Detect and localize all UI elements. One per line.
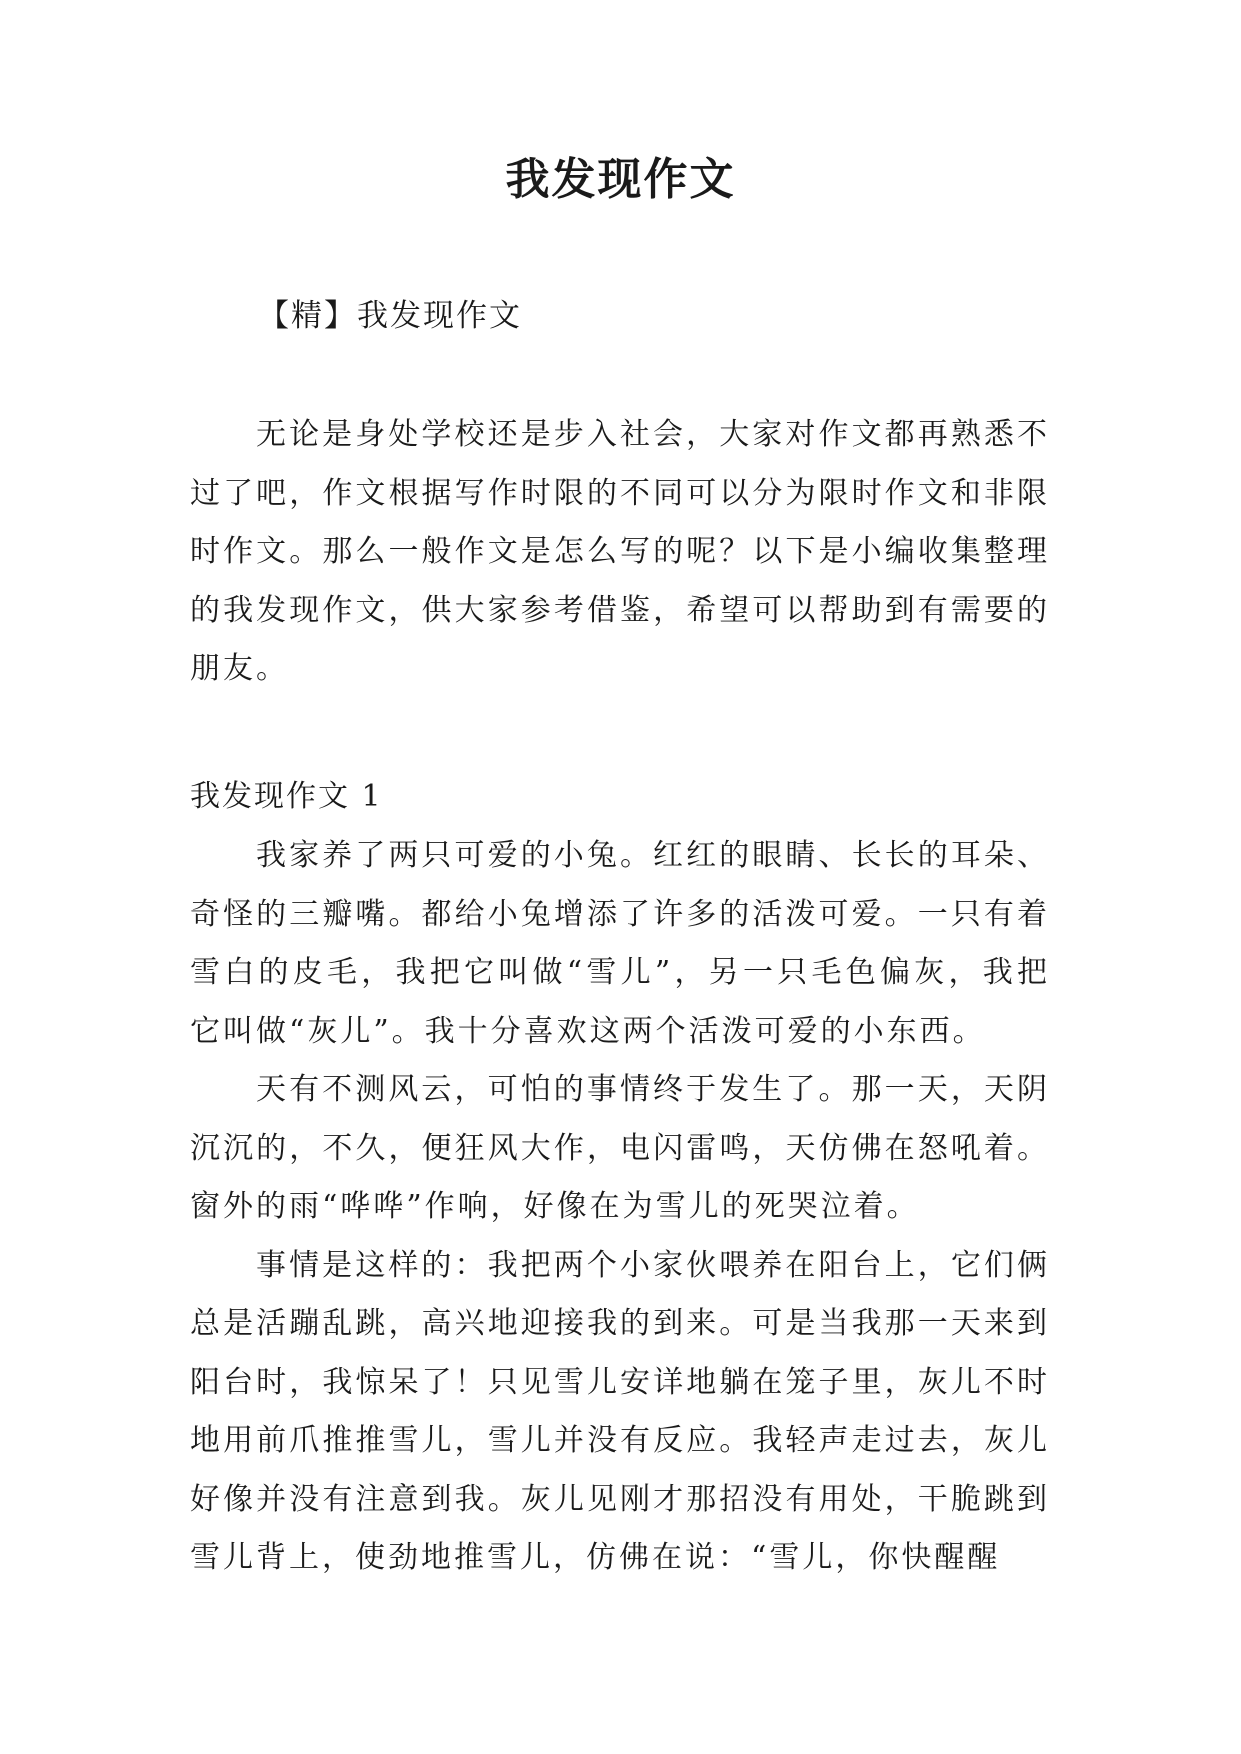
intro-paragraph: 无论是身处学校还是步入社会，大家对作文都再熟悉不过了吧，作文根据写作时限的不同可以分为限时作文和非限时作文。那么一般作文是怎么写的呢？以下是小编收集整理的我发现作文，供大家参考借鉴，希望可以帮助到有需要的朋友。 <box>190 417 1050 686</box>
essay-paragraph: 我家养了两只可爱的小兔。红红的眼睛、长长的耳朵、奇怪的三瓣嘴。都给小兔增添了许多的活泼可爱。一只有着雪白的皮毛，我把它叫做“雪儿”，另一只毛色偏灰，我把它叫做“灰儿”。我十分喜欢这两个活泼可爱的小东西。 <box>190 838 1050 1049</box>
essay-paragraph: 天有不测风云，可怕的事情终于发生了。那一天，天阴沉沉的，不久，便狂风大作，电闪雷鸣，天仿佛在怒吼着。窗外的雨“哗哗”作响，好像在为雪儿的死哭泣着。 <box>190 1072 1050 1224</box>
document-subtitle: 【精】我发现作文 <box>258 298 522 334</box>
section-heading: 我发现作文 1 <box>190 779 383 814</box>
essay-paragraph: 事情是这样的：我把两个小家伙喂养在阳台上，它们俩总是活蹦乱跳，高兴地迎接我的到来。可是当我那一天来到阳台时，我惊呆了！只见雪儿安详地躺在笼子里，灰儿不时地用前爪推推雪儿，雪儿并没有反应。我轻声走过去，灰儿好像并没有注意到我。灰儿见刚才那招没有用处，干脆跳到雪儿背上，使劲地推雪儿，仿佛在说：“雪儿，你快醒醒 <box>190 1247 1050 1575</box>
essay-body <box>190 827 1050 1588</box>
document-title: 我发现作文 <box>505 154 736 205</box>
